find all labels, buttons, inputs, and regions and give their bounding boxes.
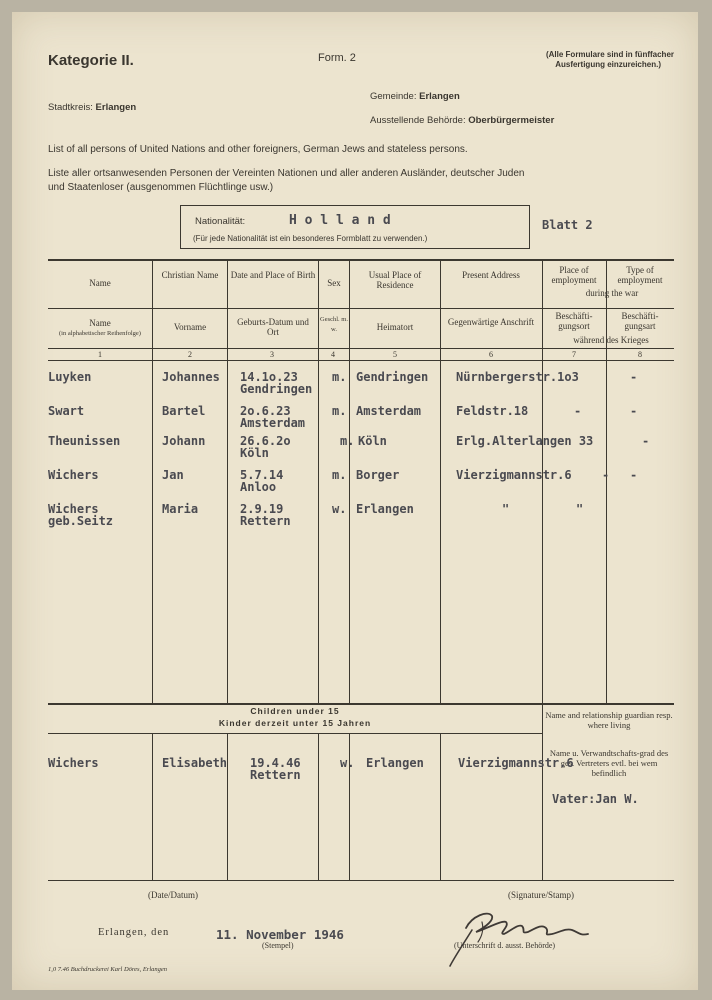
- row1-name: Luyken: [48, 370, 92, 384]
- col-header-sex-en: Sex: [327, 278, 341, 288]
- row3-home: Köln: [358, 434, 387, 448]
- printer-line: 1,0 7.46 Buchdruckerei Karl Döres, Erlangen: [48, 966, 168, 973]
- row4-sex: m.: [332, 468, 347, 482]
- guardian-header-de: Name u. Verwandtschafts-grad des ges. Vertreters evtl. bei wem befindlich: [549, 748, 669, 778]
- note-line-2: Ausfertigung einzureichen.): [555, 60, 661, 69]
- row2-workplace: -: [574, 404, 582, 418]
- row4-birth-date: 5.7.14: [240, 468, 284, 482]
- children-header-rule: [48, 733, 542, 734]
- col-header-name-de-sub: (in alphabetischer Reihenfolge): [59, 330, 141, 337]
- col-header-name-de: Name: [89, 318, 111, 328]
- col-rule-3: [318, 261, 319, 703]
- nationality-label: Nationalität:: [195, 216, 246, 227]
- guardian-header-en: Name and relationship guardian resp. where living: [545, 710, 673, 730]
- col-number-3: 3: [270, 350, 274, 359]
- note-line-1: (Alle Formulare sind in fünffacher: [545, 50, 674, 59]
- child-col-rule-5: [440, 733, 441, 880]
- handwritten-signature: [432, 900, 602, 970]
- behoerde-field: [370, 115, 554, 126]
- col-header-shared-en: during the war: [585, 288, 639, 298]
- signature-label: (Signature/Stamp): [508, 890, 574, 900]
- col-number-5: 5: [393, 350, 397, 359]
- child-col-rule-2: [227, 733, 228, 880]
- children-title-de: Kinder derzeit unter 15 Jahren: [218, 718, 372, 728]
- row1-home: Gendringen: [356, 370, 429, 384]
- stadtkreis-field: [48, 102, 136, 113]
- row4-first: Jan: [162, 468, 184, 482]
- col-header-birth-en: Date and Place of Birth: [230, 270, 316, 280]
- header-divider: [48, 308, 674, 309]
- title-german-2: und Staatenloser (ausgenommen Flüchtlinge usw.): [48, 182, 274, 193]
- col-header-home-de: Heimatort: [376, 322, 414, 332]
- row5-sex: w.: [332, 502, 347, 516]
- col-header-workplace-en: Place of employment: [551, 265, 597, 285]
- row1-sex: m.: [332, 370, 347, 384]
- row5-name-birth: geb.Seitz: [48, 514, 114, 528]
- child-sex: w.: [340, 756, 355, 770]
- row5-first: Maria: [162, 502, 199, 516]
- gemeinde-label: Gemeinde:: [370, 91, 417, 102]
- col-rule-7: [606, 261, 607, 703]
- title-german-1: Liste aller ortsanwesenden Personen der Vereinten Nationen und aller anderen Ausländer, deutscher Juden: [48, 168, 525, 179]
- col-header-birth-de: Geburts-Datum und Ort: [237, 317, 309, 337]
- child-birth-date: 19.4.46: [250, 756, 301, 770]
- row1-address: Nürnbergerstr.1o3: [456, 370, 579, 384]
- row3-worktype: -: [642, 434, 650, 448]
- behoerde-value: Oberbürgermeister: [468, 115, 555, 126]
- date-label: (Date/Datum): [148, 890, 198, 900]
- col-number-7: 7: [572, 350, 576, 359]
- stadtkreis-value: Erlangen: [95, 102, 137, 113]
- child-col-rule-6: [542, 705, 543, 880]
- row4-worktype: -: [630, 468, 638, 482]
- col-number-4: 4: [331, 350, 335, 359]
- table-top-rule: [48, 259, 674, 261]
- col-header-home-en: Usual Place of Residence: [368, 270, 422, 290]
- row2-worktype: -: [630, 404, 638, 418]
- child-col-rule-1: [152, 733, 153, 880]
- row2-address: Feldstr.18: [456, 404, 529, 418]
- nationality-note: (Für jede Nationalität ist ein besonderes Formblatt zu verwenden.): [193, 234, 428, 243]
- col-header-name-en: Name: [89, 278, 111, 288]
- row3-name: Theunissen: [48, 434, 121, 448]
- col-header-first-de: Vorname: [173, 322, 207, 332]
- child-first: Elisabeth: [162, 756, 228, 770]
- row1-birth-place: Gendringen: [240, 382, 313, 396]
- row4-address: Vierzigmannstr.6: [456, 468, 572, 482]
- signature-caption: (Unterschrift d. ausst. Behörde): [454, 941, 556, 950]
- row3-birth-date: 26.6.2o: [240, 434, 291, 448]
- col-header-sex-de: Geschl. m. w.: [320, 316, 348, 333]
- row3-birth-place: Köln: [240, 446, 269, 460]
- table-bottom-rule: [48, 880, 674, 881]
- form-number: Form. 2: [318, 52, 356, 64]
- nationality-box: [180, 205, 530, 249]
- row2-sex: m.: [332, 404, 347, 418]
- col-rule-2: [227, 261, 228, 703]
- col-header-shared-de: während des Krieges: [573, 335, 649, 345]
- col-rule-6: [542, 261, 543, 703]
- numbers-bottom-rule: [48, 360, 674, 361]
- child-col-rule-3: [318, 733, 319, 880]
- sheet-number: Blatt 2: [542, 218, 593, 232]
- numbers-top-rule: [48, 348, 674, 349]
- children-top-rule: [48, 703, 674, 705]
- child-address: Vierzigmannstr.6: [458, 756, 574, 770]
- col-number-2: 2: [188, 350, 192, 359]
- title-english: List of all persons of United Nations and other foreigners, German Jews and stateless persons.: [48, 144, 468, 155]
- row1-birth-date: 14.1o.23: [240, 370, 298, 384]
- row2-name: Swart: [48, 404, 85, 418]
- row5-birth-date: 2.9.19: [240, 502, 284, 516]
- child-guardian: Vater:Jan W.: [552, 792, 639, 806]
- row1-worktype: -: [630, 370, 638, 384]
- row3-address: Erlg.Alterlangen 33: [456, 434, 594, 448]
- col-header-address-de: Gegenwärtige Anschrift: [447, 317, 535, 327]
- place-label: Erlangen, den: [98, 927, 170, 938]
- row4-birth-place: Anloo: [240, 480, 277, 494]
- row3-sex: m.: [340, 434, 355, 448]
- child-birth-place: Rettern: [250, 768, 301, 782]
- child-name: Wichers: [48, 756, 99, 770]
- gemeinde-value: Erlangen: [419, 91, 460, 102]
- child-home: Erlangen: [366, 756, 424, 770]
- stamp-label: (Stempel): [262, 941, 294, 950]
- gemeinde-field: [370, 91, 460, 102]
- category-title: Kategorie II.: [48, 52, 134, 69]
- document-sheet: [12, 12, 698, 990]
- row4-workplace: -: [602, 468, 610, 482]
- col-number-1: 1: [98, 350, 102, 359]
- row4-home: Borger: [356, 468, 400, 482]
- col-number-8: 8: [638, 350, 642, 359]
- col-rule-1: [152, 261, 153, 703]
- row2-home: Amsterdam: [356, 404, 422, 418]
- row4-name: Wichers: [48, 468, 99, 482]
- col-header-address-en: Present Address: [462, 270, 520, 280]
- row3-first: Johann: [162, 434, 206, 448]
- row2-first: Bartel: [162, 404, 206, 418]
- col-rule-4: [349, 261, 350, 703]
- col-header-first-en: Christian Name: [161, 270, 219, 280]
- col-header-worktype-de: Beschäfti-gungsart: [621, 311, 659, 331]
- row5-name: Wichers: [48, 502, 99, 516]
- row5-home: Erlangen: [356, 502, 414, 516]
- col-header-worktype-en: Type of employment: [617, 265, 663, 285]
- stadtkreis-label: Stadtkreis:: [48, 102, 93, 113]
- nationality-value: H o l l a n d: [289, 213, 391, 228]
- behoerde-label: Ausstellende Behörde:: [370, 115, 466, 126]
- row5-birth-place: Rettern: [240, 514, 291, 528]
- issue-date: 11. November 1946: [216, 927, 344, 942]
- row1-first: Johannes: [162, 370, 220, 384]
- row5-address: ": [502, 502, 510, 516]
- row2-birth-date: 2o.6.23: [240, 404, 291, 418]
- col-rule-5: [440, 261, 441, 703]
- row5-workplace: ": [576, 502, 584, 516]
- col-number-6: 6: [489, 350, 493, 359]
- row2-birth-place: Amsterdam: [240, 416, 306, 430]
- children-title-en: Children under 15: [250, 706, 340, 716]
- col-header-workplace-de: Beschäfti-gungsort: [555, 311, 593, 331]
